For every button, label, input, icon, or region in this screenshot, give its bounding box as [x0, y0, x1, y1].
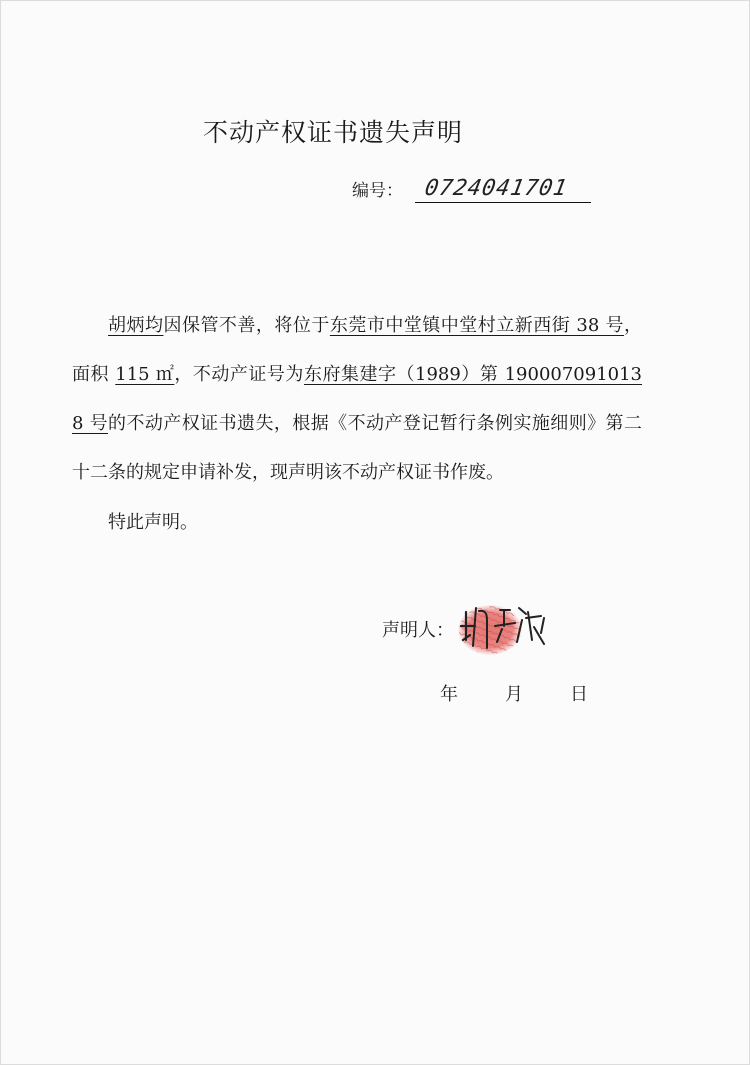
- signature-area: [452, 590, 566, 666]
- declarant-name: 胡炳均: [108, 315, 164, 336]
- body-text-part-3: ，面积: [72, 315, 643, 385]
- certificate-number: 东府集建字（1989）第 1900070910138 号: [72, 364, 643, 434]
- date-month-label: 月: [505, 684, 523, 705]
- number-row: [352, 176, 591, 203]
- body-text-part-5: ，不动产证号为: [174, 364, 304, 385]
- body-text-part-7: 的不动产权证书遗失，根据《不动产登记暂行条例实施细则》第二十二条的规定申请补发，现声明该不动产权证书作废。: [72, 413, 642, 483]
- property-address: 东莞市中堂镇中堂村立新西街 38 号: [329, 315, 625, 336]
- property-area: 115 ㎡: [115, 364, 175, 385]
- date-day-label: 日: [570, 684, 588, 705]
- number-label: 编号：: [352, 181, 403, 201]
- body-text-part-1: 因保管不善，将位于: [163, 315, 330, 336]
- number-field: [415, 176, 591, 203]
- body-text: [72, 301, 642, 497]
- closing-statement: 特此声明。: [108, 512, 198, 533]
- number-handwritten-value: 0724041701: [422, 176, 570, 201]
- date-row: [440, 680, 588, 710]
- fingerprint-signature-icon: [452, 590, 566, 666]
- document-title: 不动产权证书遗失声明: [203, 118, 464, 147]
- date-year-label: 年: [440, 684, 458, 705]
- declarant-label: 声明人：: [382, 620, 454, 641]
